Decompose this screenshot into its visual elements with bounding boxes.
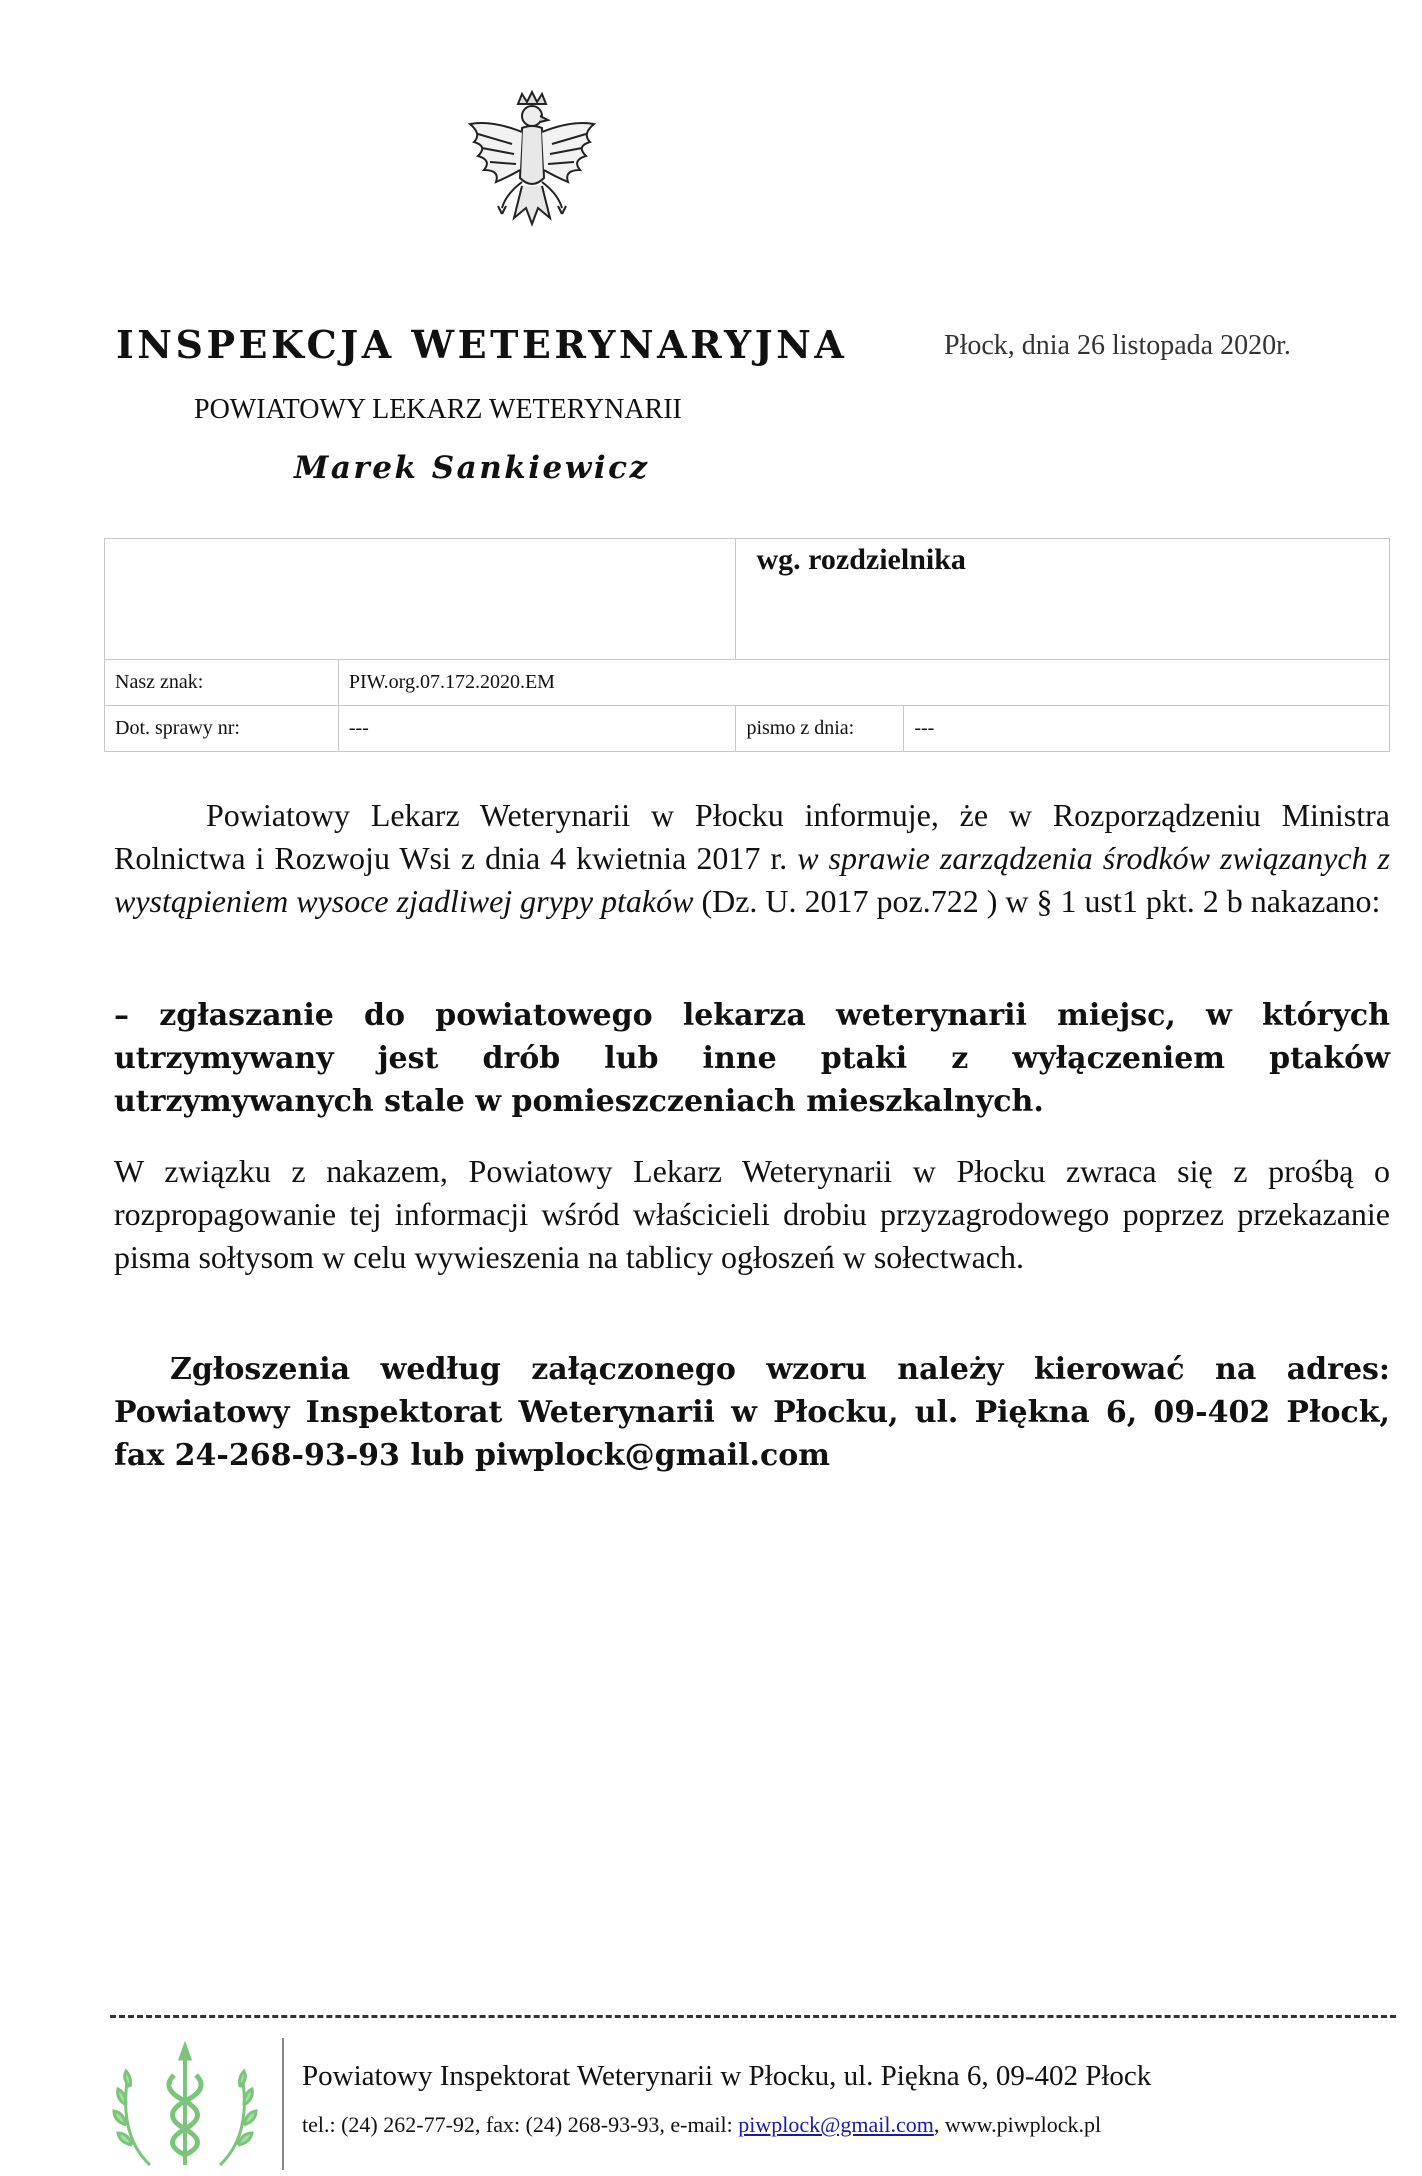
paragraph-intro-text: Powiatowy Lekarz Weterynarii w Płocku informuje, że w Rozporządzeniu Ministra Rolnictwa i Rozwoju Wsi z dnia 4 kwietnia 2017 r. xyxy=(114,797,1390,876)
footer-phone-fax: tel.: (24) 262-77-92, fax: (24) 268-93-93, e-mail: xyxy=(302,2112,739,2137)
footer-logo-separator xyxy=(282,2038,284,2170)
case-no-label: Dot. sprawy nr: xyxy=(105,706,339,752)
our-reference-row xyxy=(105,660,1390,706)
our-ref-label: Nasz znak: xyxy=(105,660,339,706)
regulation-title: w sprawie zarządzenia środków związanych z wystąpieniem wysoce zjadliwej grypy ptaków xyxy=(114,840,1391,919)
our-ref-value: PIW.org.07.172.2020.EM xyxy=(338,660,1389,706)
sender-cell xyxy=(105,539,736,660)
paragraph-request: W związku z nakazem, Powiatowy Lekarz Weterynarii w Płocku zwraca się z prośbą o rozpropagowanie tej informacji wśród właścicieli drobiu przyzagrodowego poprzez przekazanie pisma sołtysom w celu wywieszenia na tablicy ogłoszeń w sołectwach. xyxy=(114,1153,1390,1275)
polish-eagle-emblem-icon xyxy=(452,90,612,250)
case-no-value: --- xyxy=(338,706,736,752)
footer-address: Powiatowy Inspektorat Weterynarii w Płocku, ul. Piękna 6, 09-402 Płock xyxy=(302,2060,1152,2092)
paragraph-obligation: – zgłaszanie do powiatowego lekarza weterynarii miejsc, w których utrzymywany jest drób lub inne ptaki z wyłączeniem ptaków utrzymywanych stale w pomieszczeniach mieszkalnych. xyxy=(114,998,1390,1119)
footer-website: , www.piwplock.pl xyxy=(933,2112,1102,2137)
case-row xyxy=(105,706,1390,752)
office-name: POWIATOWY LEKARZ WETERYNARII xyxy=(194,394,682,425)
paragraph-contact: Zgłoszenia według załączonego wzoru należy kierować na adres: Powiatowy Inspektorat Weterynarii w Płocku, ul. Piękna 6, 09-402 Płock, fax 24-268-93-93 lub piwplock@gmail.com xyxy=(114,1352,1390,1473)
paragraph-intro-tail: (Dz. U. 2017 poz.722 ) w § 1 ust1 pkt. 2 b nakazano: xyxy=(693,883,1381,919)
footer-contact xyxy=(302,2112,1101,2138)
footer-divider-line xyxy=(110,2015,1396,2018)
institution-title: INSPEKCJA WETERYNARYJNA xyxy=(116,322,848,367)
letter-date-value: --- xyxy=(904,706,1390,752)
paragraph-intro xyxy=(114,794,1390,923)
veterinary-caduceus-logo-icon xyxy=(110,2035,260,2175)
footer-email-link[interactable]: piwplock@gmail.com xyxy=(738,2112,934,2137)
letter-date-label: pismo z dnia: xyxy=(736,706,904,752)
recipient-cell: wg. rozdzielnika xyxy=(736,539,1390,660)
document-date: Płock, dnia 26 listopada 2020r. xyxy=(944,330,1291,361)
doctor-name: Marek Sankiewicz xyxy=(294,450,650,486)
recipient-row xyxy=(105,539,1390,660)
address-table xyxy=(104,538,1390,752)
